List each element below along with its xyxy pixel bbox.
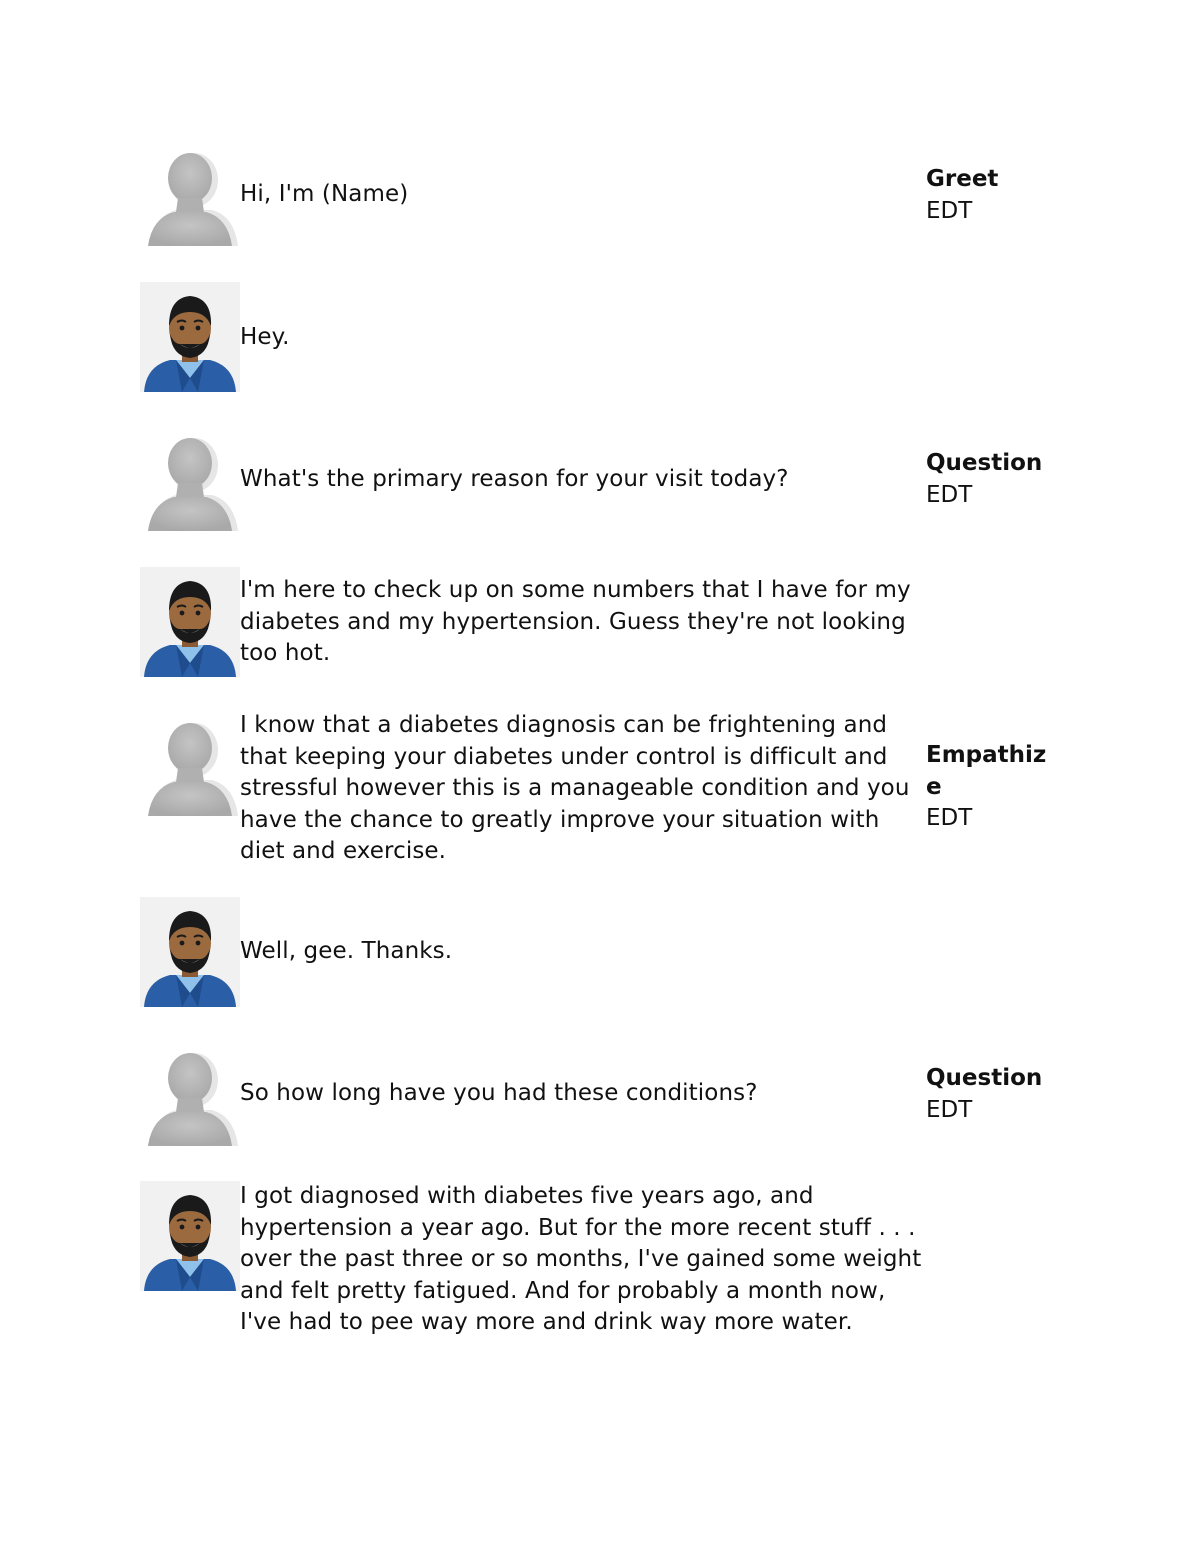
annotation-label: Empathize bbox=[926, 742, 1047, 800]
clinician-utterance: Hi, I'm (Name) bbox=[240, 181, 409, 207]
patient-utterance: Well, gee. Thanks. bbox=[240, 938, 453, 964]
clinician-avatar-icon bbox=[140, 710, 240, 820]
annotation-code: EDT bbox=[926, 481, 973, 508]
patient-avatar-icon bbox=[140, 567, 240, 677]
annotation-code: EDT bbox=[926, 805, 973, 831]
clinician-avatar-icon bbox=[140, 1040, 240, 1150]
turn-annotation bbox=[926, 1063, 1050, 1126]
clinician-avatar-icon bbox=[140, 140, 240, 250]
turn-annotation bbox=[926, 448, 1050, 511]
clinician-utterance: So how long have you had these conditions? bbox=[240, 1080, 758, 1106]
annotation-code: EDT bbox=[926, 1096, 973, 1123]
patient-avatar-icon bbox=[140, 1181, 240, 1291]
annotation-label: Question bbox=[926, 450, 1043, 476]
patient-utterance: I got diagnosed with diabetes five years ago, and hypertension a year ago. But for the more recent stuff . . . over the past three or so months, I've gained some weight and felt pretty fatigued. And for probably a month now, I've had to pee way more and drink way more water. bbox=[240, 1183, 922, 1335]
turn-annotation bbox=[926, 740, 1050, 835]
clinician-utterance: I know that a diabetes diagnosis can be frightening and that keeping your diabetes under control is difficult and stressful however this is a manageable condition and you have the chance to greatly improve your situation with diet and exercise. bbox=[240, 712, 910, 864]
patient-avatar-icon bbox=[140, 282, 240, 392]
patient-avatar-icon bbox=[140, 897, 240, 1007]
annotation-label: Greet bbox=[926, 166, 999, 192]
annotation-label: Question bbox=[926, 1065, 1043, 1091]
turn-annotation bbox=[926, 164, 1050, 227]
clinician-utterance: What's the primary reason for your visit today? bbox=[240, 466, 789, 492]
annotation-code: EDT bbox=[926, 197, 973, 224]
clinician-avatar-icon bbox=[140, 425, 240, 535]
patient-utterance: Hey. bbox=[240, 324, 290, 350]
patient-utterance: I'm here to check up on some numbers that I have for my diabetes and my hypertension. Guess they're not looking too hot. bbox=[240, 577, 911, 666]
